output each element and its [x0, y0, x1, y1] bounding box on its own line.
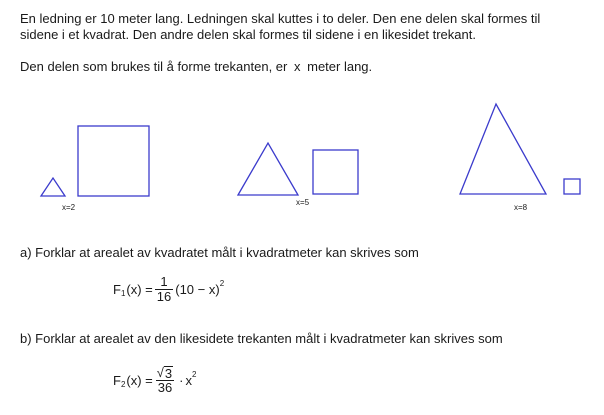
formula-f2-denominator: 36 — [157, 380, 173, 395]
formula-f2-numerator — [155, 366, 175, 380]
formula-f2-exponent: 2 — [192, 370, 197, 379]
triangle-x8 — [460, 104, 546, 194]
formula-f2-radicand: 3 — [164, 366, 173, 381]
intro-line-3-end: meter lang. — [307, 59, 373, 74]
formula-f1-name: F — [113, 282, 121, 297]
triangle-x5 — [238, 143, 298, 195]
caption-x5: x=5 — [296, 198, 310, 207]
formula-f2-arg: (x) = — [126, 373, 153, 388]
formula-f2-subscript: 2 — [120, 380, 126, 389]
formula-f1-exponent: 2 — [219, 279, 225, 288]
formula-f1-expression: (10 − x) — [175, 282, 220, 297]
formula-f1 — [113, 275, 224, 304]
formula-f1-fraction — [155, 275, 173, 304]
formula-f1-arg: (x) = — [126, 282, 153, 297]
formula-f2-variable: x — [185, 373, 192, 388]
caption-x2: x=2 — [62, 203, 76, 212]
intro-line-2: sidene i et kvadrat. Den andre delen skal formes til sidene i en likesidet trekant. — [20, 27, 476, 42]
formula-f1-numerator: 1 — [160, 274, 168, 289]
formula-f2-root-sign: √ — [156, 365, 164, 380]
square-x8 — [564, 179, 580, 194]
intro-line-1: En ledning er 10 meter lang. Ledningen skal kuttes i to deler. Den ene delen skal formes til — [20, 11, 541, 26]
formula-f2-dot: · — [179, 373, 184, 388]
task-b-text: b) Forklar at arealet av den likesidete trekanten målt i kvadratmeter kan skrives som — [20, 331, 503, 346]
square-x2 — [78, 126, 149, 196]
caption-x8: x=8 — [514, 203, 528, 212]
square-x5 — [313, 150, 358, 194]
task-a-text: a) Forklar at arealet av kvadratet målt i kvadratmeter kan skrives som — [20, 245, 419, 260]
intro-line-3-text: Den delen som brukes til å forme trekanten, er — [20, 59, 288, 74]
formula-f1-denominator: 16 — [156, 289, 172, 304]
triangle-x2 — [41, 178, 65, 196]
variable-x: x — [293, 59, 301, 74]
formula-f2-name: F — [113, 373, 121, 388]
formula-f2-fraction — [155, 366, 175, 395]
formula-f2 — [113, 366, 196, 395]
formula-f1-subscript: 1 — [120, 289, 126, 298]
